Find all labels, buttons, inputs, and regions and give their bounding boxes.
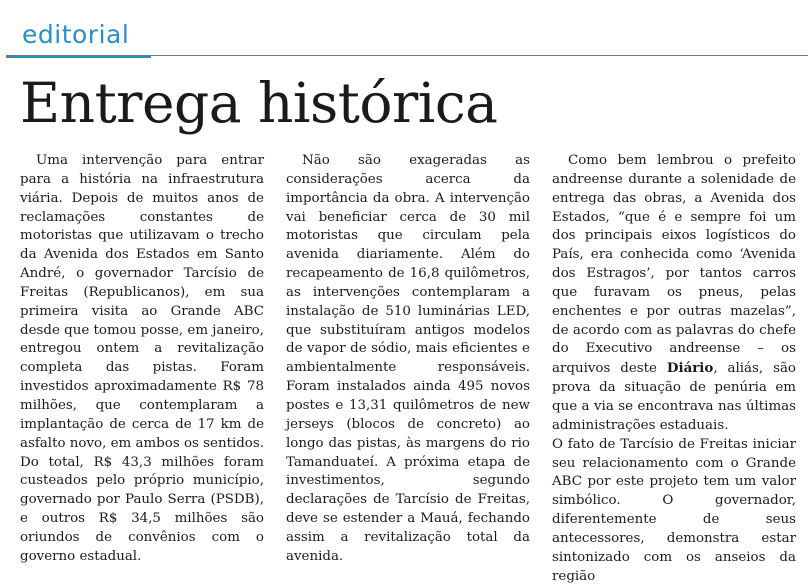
section-rule-accent bbox=[6, 55, 151, 58]
paragraph-text-after: , aliás, são prova da situação de penúria em que a via se encontrava nas últimas administrações estaduais. bbox=[552, 361, 796, 433]
column-3-paragraph-1 bbox=[552, 152, 796, 436]
newspaper-name: Diário bbox=[666, 360, 714, 377]
column-1 bbox=[20, 152, 264, 586]
column-2 bbox=[286, 152, 530, 586]
section-rule bbox=[151, 55, 808, 56]
headline: Entrega histórica bbox=[20, 71, 498, 135]
column-3-paragraph-2: O fato de Tarcísio de Freitas iniciar seu relacionamento com o Grande ABC por este projeto tem um valor simbólico. O governador, diferentemente de seus antecessores, demonstra estar sintonizado com os anseios da região bbox=[552, 436, 796, 584]
column-2-paragraph-1: Não são exageradas as considerações acerca da importância da obra. A intervenção vai beneficiar cerca de 30 mil motoristas que circulam pela avenida diariamente. Além do recapeamento de 16,8 quilômetros, as intervenções contemplaram a instalação de 510 luminárias LED, que substituíram antigos modelos de vapor de sódio, mais eficientes e ambientalmente responsáveis. Foram instalados ainda 495 novos postes e 13,31 quilômetros de new jerseys (blocos de concreto) ao longo das pistas, às margens do rio Tamanduateí. A próxima etapa de investimentos, segundo declarações de Tarcísio de Freitas, deve se estender a Mauá, fechando assim a revitalização total da avenida. bbox=[286, 153, 530, 564]
paragraph-text-before: Como bem lembrou o prefeito andreense durante a solenidade de entrega das obras, a Avenida dos Estados, “que é e sempre foi um dos principais eixos logísticos do País, era conhecida como ‘Avenida dos Estragos’, por tantos carros que furavam os pneus, pelas enchentes e por outras mazelas”, de acordo com as palavras do chefe do Executivo andreense – os arquivos deste bbox=[552, 153, 796, 377]
column-1-paragraph-1: Uma intervenção para entrar para a história na infraestrutura viária. Depois de muitos anos de reclamações constantes de motoristas que utilizavam o trecho da Avenida dos Estados em Santo André, o governador Tarcísio de Freitas (Republicanos), em sua primeira visita ao Grande ABC desde que tomou posse, em janeiro, entregou ontem a revitalização completa das pistas. Foram investidos aproximadamente R$ 78 milhões, que contemplaram a implantação de cerca de 17 km de asfalto novo, em ambos os sentidos. Do total, R$ 43,3 milhões foram custeados pelo próprio município, governado por Paulo Serra (PSDB), e outros R$ 34,5 milhões são oriundos de convênios com o governo estadual. bbox=[20, 153, 264, 564]
section-label: editorial bbox=[22, 20, 130, 49]
column-3 bbox=[552, 152, 796, 586]
article-columns bbox=[20, 152, 796, 586]
